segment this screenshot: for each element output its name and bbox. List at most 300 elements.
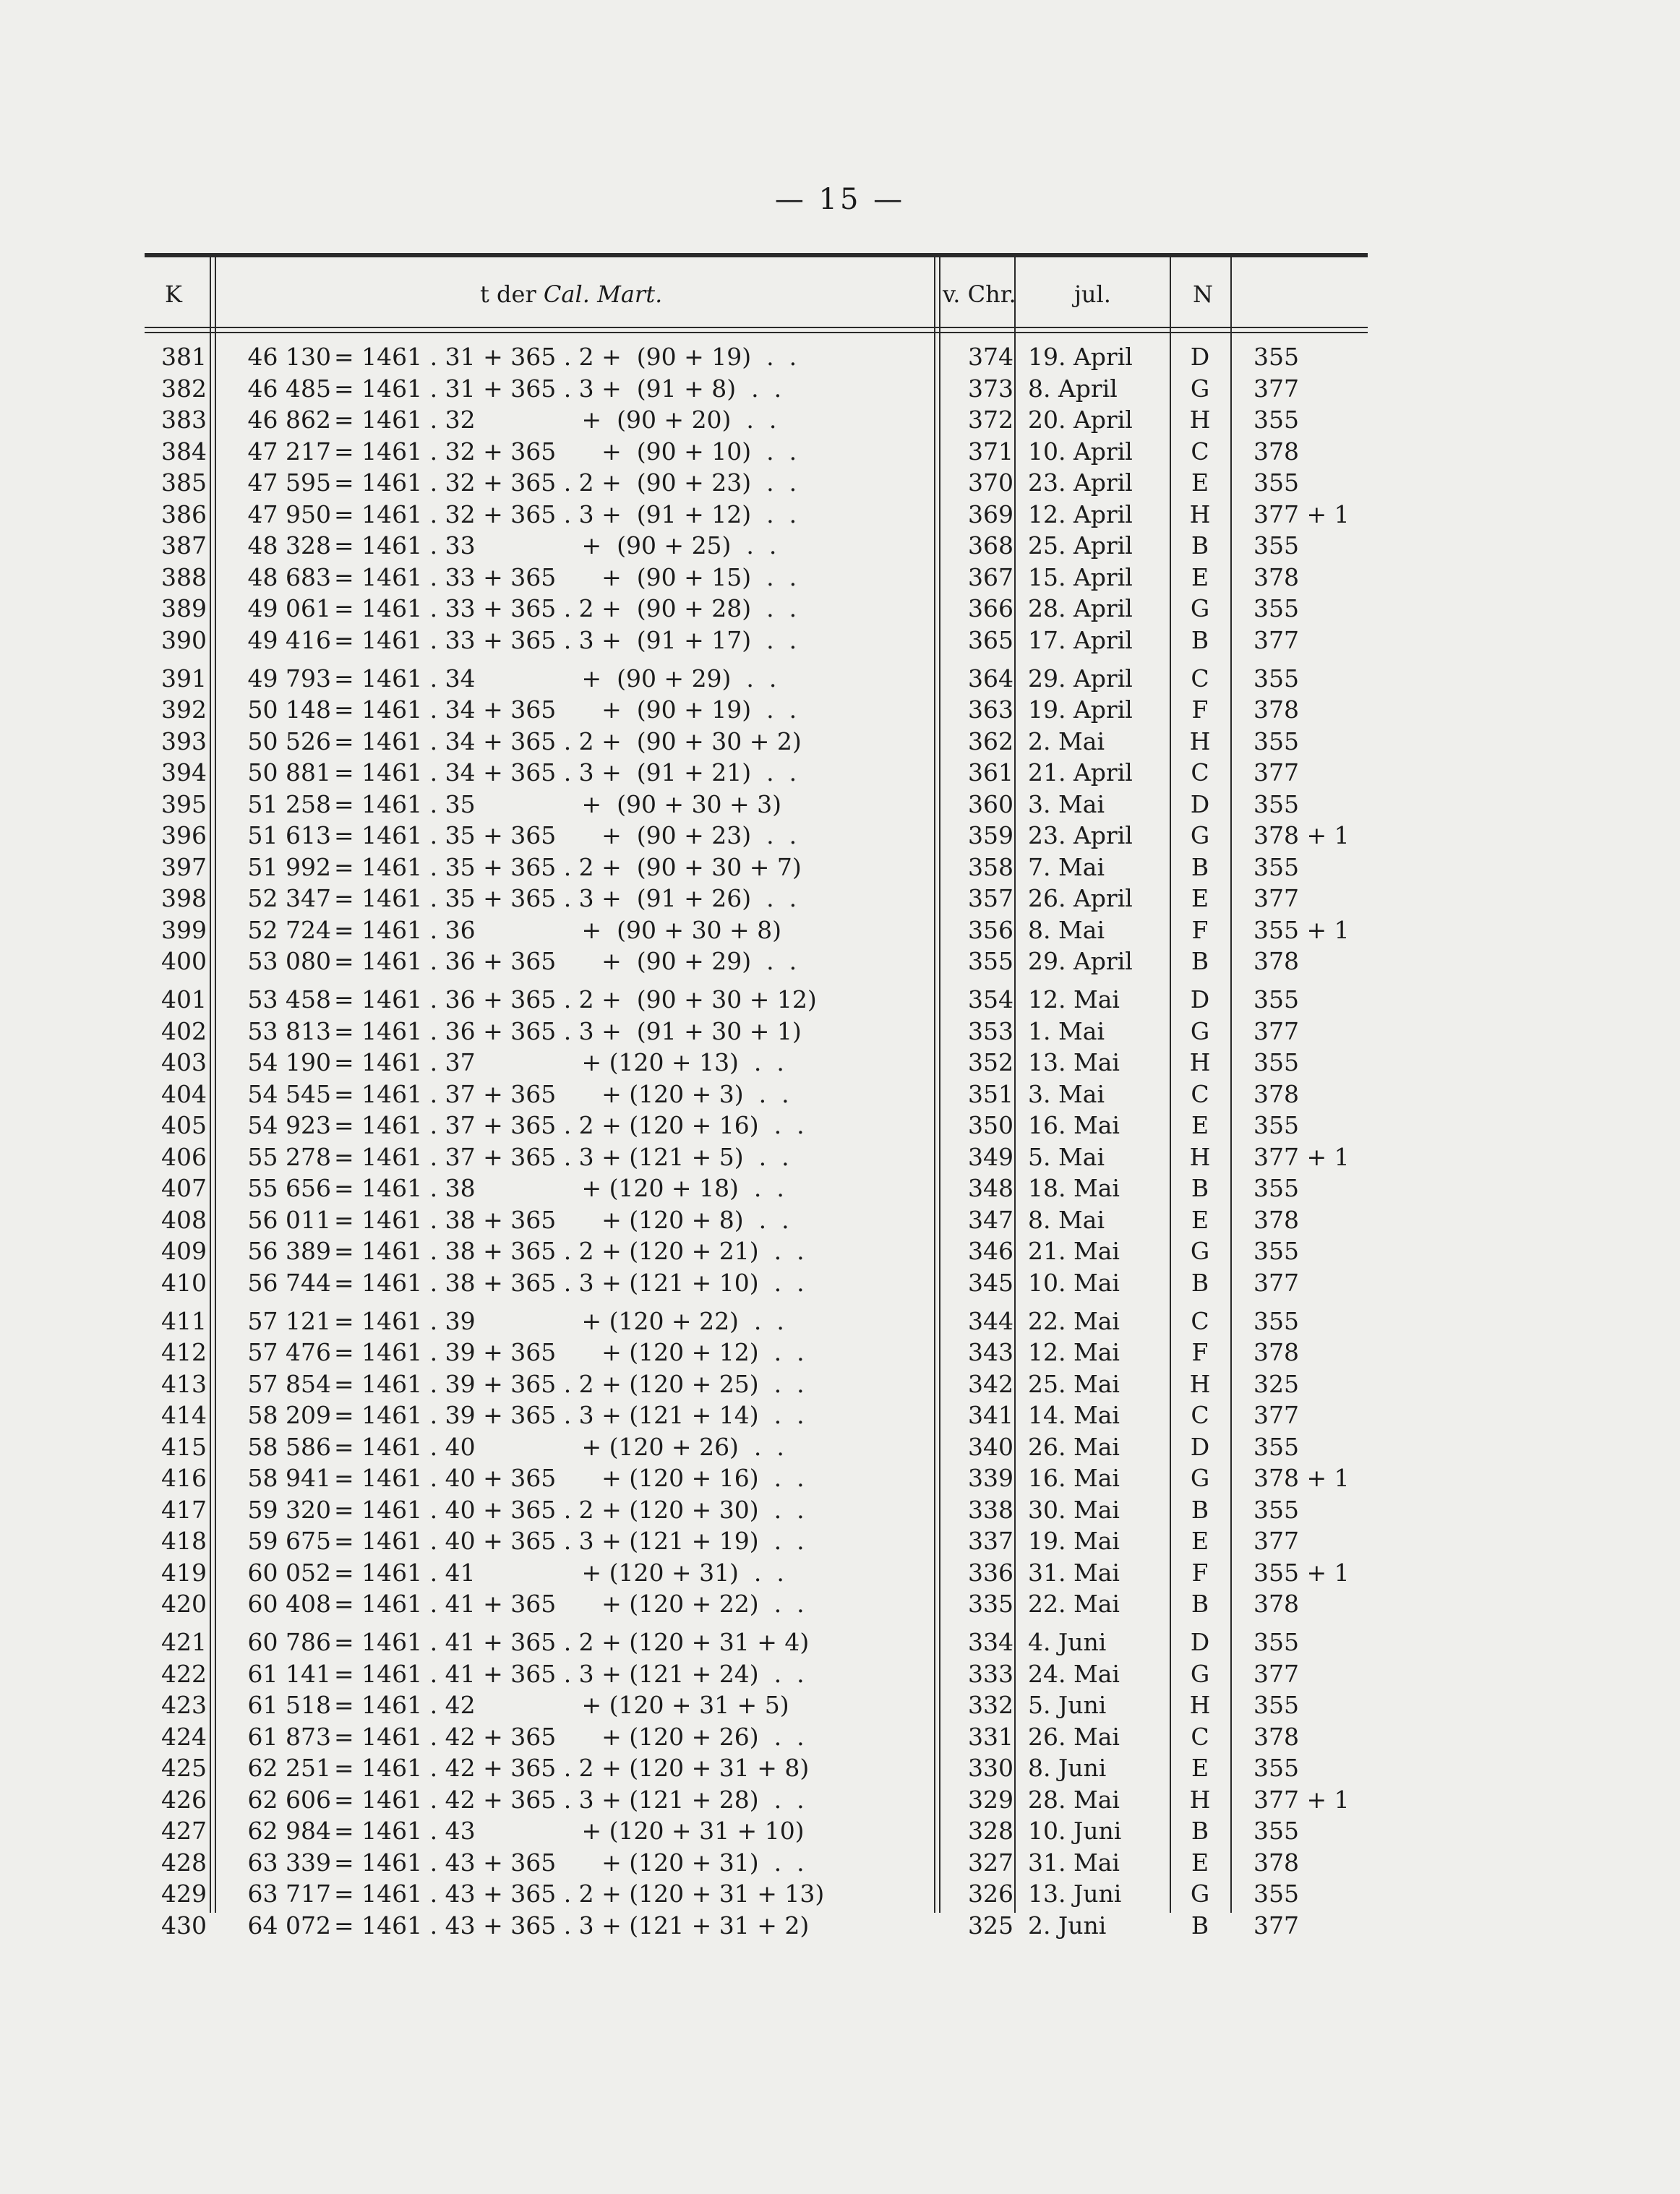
- row-n: E: [1191, 1111, 1209, 1140]
- row-n: C: [1191, 664, 1209, 693]
- row-n: G: [1190, 1237, 1210, 1266]
- row-number: 46 485: [247, 374, 331, 403]
- row-jul-date: 12. Mai: [1028, 1338, 1120, 1367]
- row-k: 408: [161, 1205, 207, 1234]
- row-formula: = 1461 . 34 + 365 + (90 + 19) . .: [334, 695, 797, 724]
- row-n: C: [1191, 1079, 1209, 1108]
- row-jul-date: 23. April: [1028, 468, 1133, 497]
- row-formula: = 1461 . 33 + (90 + 25) . .: [334, 531, 777, 560]
- table-row: [0, 1494, 1680, 1525]
- row-number: 56 389: [247, 1237, 331, 1266]
- row-n: E: [1191, 562, 1209, 591]
- table-row: [0, 946, 1680, 977]
- row-formula: = 1461 . 35 + 365 + (90 + 23) . .: [334, 821, 797, 850]
- row-jul-date: 26. Mai: [1028, 1432, 1120, 1461]
- row-formula: = 1461 . 40 + 365 . 2 + (120 + 30) . .: [334, 1495, 805, 1524]
- row-vchr: 340: [968, 1432, 1013, 1461]
- row-formula: = 1461 . 37 + 365 + (120 + 3) . .: [334, 1079, 789, 1108]
- row-k: 406: [161, 1142, 207, 1171]
- row-vchr: 329: [968, 1785, 1013, 1814]
- row-value: 377: [1253, 758, 1299, 787]
- row-number: 49 793: [247, 664, 331, 693]
- row-number: 46 130: [247, 343, 331, 371]
- row-value: 378: [1253, 562, 1299, 591]
- table-row: [0, 1627, 1680, 1658]
- table-row: [0, 1431, 1680, 1462]
- row-jul-date: 14. Mai: [1028, 1401, 1120, 1430]
- table-row: [0, 436, 1680, 467]
- row-jul-date: 10. April: [1028, 437, 1133, 466]
- row-value: 355: [1253, 1817, 1299, 1846]
- page-number: — 15 —: [774, 183, 906, 216]
- row-number: 51 992: [247, 852, 331, 881]
- row-jul-date: 24. Mai: [1028, 1659, 1120, 1688]
- row-n: D: [1190, 343, 1210, 371]
- header-jul: jul.: [1074, 280, 1111, 308]
- row-formula: = 1461 . 31 + 365 . 2 + (90 + 19) . .: [334, 343, 797, 371]
- row-vchr: 342: [968, 1369, 1013, 1398]
- row-formula: = 1461 . 34 + 365 . 3 + (91 + 21) . .: [334, 758, 797, 787]
- row-value: 355: [1253, 1880, 1299, 1908]
- row-k: 409: [161, 1237, 207, 1266]
- row-n: E: [1191, 884, 1209, 913]
- row-number: 48 683: [247, 562, 331, 591]
- row-jul-date: 18. Mai: [1028, 1174, 1120, 1203]
- header-rule: [145, 327, 1368, 328]
- row-value: 355: [1253, 1628, 1299, 1656]
- table-row: [0, 1306, 1680, 1337]
- table-row: [0, 1204, 1680, 1235]
- row-value: 355 + 1: [1253, 915, 1350, 944]
- row-formula: = 1461 . 34 + (90 + 29) . .: [334, 664, 777, 693]
- row-vchr: 347: [968, 1205, 1013, 1234]
- row-formula: = 1461 . 36 + 365 + (90 + 29) . .: [334, 947, 797, 976]
- row-jul-date: 22. Mai: [1028, 1306, 1120, 1335]
- row-vchr: 372: [968, 406, 1013, 434]
- row-vchr: 335: [968, 1590, 1013, 1619]
- row-k: 425: [161, 1754, 207, 1783]
- row-vchr: 361: [968, 758, 1013, 787]
- row-vchr: 349: [968, 1142, 1013, 1171]
- row-n: G: [1190, 1016, 1210, 1045]
- row-vchr: 328: [968, 1817, 1013, 1846]
- row-value: 355: [1253, 1495, 1299, 1524]
- row-k: 422: [161, 1659, 207, 1688]
- row-number: 57 121: [247, 1306, 331, 1335]
- row-value: 355: [1253, 468, 1299, 497]
- row-k: 429: [161, 1880, 207, 1908]
- row-value: 355: [1253, 1306, 1299, 1335]
- row-k: 407: [161, 1174, 207, 1203]
- row-k: 383: [161, 406, 207, 434]
- table-row: [0, 1752, 1680, 1783]
- table-row: [0, 1047, 1680, 1078]
- row-jul-date: 8. Mai: [1028, 1205, 1105, 1234]
- row-jul-date: 5. Juni: [1028, 1691, 1107, 1720]
- row-n: G: [1190, 374, 1210, 403]
- row-k: 418: [161, 1527, 207, 1556]
- row-vchr: 327: [968, 1848, 1013, 1877]
- row-jul-date: 12. April: [1028, 500, 1133, 528]
- row-formula: = 1461 . 34 + 365 . 2 + (90 + 30 + 2): [334, 727, 802, 755]
- table-row: [0, 1141, 1680, 1173]
- row-value: 355: [1253, 531, 1299, 560]
- row-formula: = 1461 . 43 + 365 . 2 + (120 + 31 + 13): [334, 1880, 825, 1908]
- row-vchr: 352: [968, 1048, 1013, 1077]
- row-value: 355: [1253, 406, 1299, 434]
- row-number: 51 258: [247, 789, 331, 818]
- row-number: 47 595: [247, 468, 331, 497]
- row-formula: = 1461 . 43 + 365 + (120 + 31) . .: [334, 1848, 805, 1877]
- table-row: [0, 1110, 1680, 1141]
- row-vchr: 339: [968, 1464, 1013, 1493]
- row-number: 50 881: [247, 758, 331, 787]
- row-number: 53 080: [247, 947, 331, 976]
- row-vchr: 351: [968, 1079, 1013, 1108]
- row-value: 378: [1253, 1848, 1299, 1877]
- row-value: 377: [1253, 1016, 1299, 1045]
- row-vchr: 356: [968, 915, 1013, 944]
- row-jul-date: 19. April: [1028, 343, 1133, 371]
- table-row: [0, 694, 1680, 725]
- row-n: B: [1191, 1911, 1209, 1940]
- row-number: 62 984: [247, 1817, 331, 1846]
- header-t-prefix: t der: [480, 280, 536, 308]
- row-vchr: 368: [968, 531, 1013, 560]
- row-formula: = 1461 . 37 + 365 . 2 + (120 + 16) . .: [334, 1111, 805, 1140]
- row-jul-date: 21. April: [1028, 758, 1133, 787]
- row-value: 378: [1253, 1590, 1299, 1619]
- row-number: 47 950: [247, 500, 331, 528]
- row-formula: = 1461 . 41 + (120 + 31) . .: [334, 1558, 784, 1587]
- table-row: [0, 562, 1680, 593]
- row-formula: = 1461 . 41 + 365 . 3 + (121 + 24) . .: [334, 1659, 805, 1688]
- row-value: 378: [1253, 695, 1299, 724]
- row-n: H: [1189, 406, 1211, 434]
- row-value: 377: [1253, 1401, 1299, 1430]
- row-number: 57 854: [247, 1369, 331, 1398]
- row-vchr: 365: [968, 625, 1013, 654]
- row-k: 393: [161, 727, 207, 755]
- row-k: 388: [161, 562, 207, 591]
- table-row: [0, 1462, 1680, 1494]
- row-vchr: 334: [968, 1628, 1013, 1656]
- row-vchr: 341: [968, 1401, 1013, 1430]
- table-row: [0, 530, 1680, 561]
- row-number: 57 476: [247, 1338, 331, 1367]
- row-number: 58 586: [247, 1432, 331, 1461]
- row-number: 49 061: [247, 594, 331, 623]
- row-vchr: 350: [968, 1111, 1013, 1140]
- row-jul-date: 23. April: [1028, 821, 1133, 850]
- row-jul-date: 31. Mai: [1028, 1848, 1120, 1877]
- row-jul-date: 29. April: [1028, 664, 1133, 693]
- table-row: [0, 1368, 1680, 1400]
- row-formula: = 1461 . 32 + (90 + 20) . .: [334, 406, 777, 434]
- table-row: [0, 1658, 1680, 1689]
- row-n: C: [1191, 758, 1209, 787]
- row-value: 378: [1253, 1205, 1299, 1234]
- header-vchr: v. Chr.: [943, 280, 1016, 308]
- table-row: [0, 1016, 1680, 1047]
- row-n: B: [1191, 1495, 1209, 1524]
- row-jul-date: 16. Mai: [1028, 1111, 1120, 1140]
- row-jul-date: 15. April: [1028, 562, 1133, 591]
- row-jul-date: 21. Mai: [1028, 1237, 1120, 1266]
- row-formula: = 1461 . 37 + 365 . 3 + (121 + 5) . .: [334, 1142, 789, 1171]
- row-k: 390: [161, 625, 207, 654]
- row-n: D: [1190, 789, 1210, 818]
- row-n: B: [1191, 852, 1209, 881]
- row-number: 53 458: [247, 985, 331, 1014]
- row-formula: = 1461 . 32 + 365 + (90 + 10) . .: [334, 437, 797, 466]
- row-number: 52 724: [247, 915, 331, 944]
- row-vchr: 373: [968, 374, 1013, 403]
- row-k: 424: [161, 1722, 207, 1751]
- row-k: 423: [161, 1691, 207, 1720]
- row-number: 61 873: [247, 1722, 331, 1751]
- row-number: 63 717: [247, 1880, 331, 1908]
- row-jul-date: 2. Juni: [1028, 1911, 1107, 1940]
- row-value: 355: [1253, 852, 1299, 881]
- row-number: 50 526: [247, 727, 331, 755]
- row-k: 397: [161, 852, 207, 881]
- row-vchr: 348: [968, 1174, 1013, 1203]
- row-jul-date: 1. Mai: [1028, 1016, 1105, 1045]
- row-number: 62 606: [247, 1785, 331, 1814]
- row-jul-date: 3. Mai: [1028, 789, 1105, 818]
- row-k: 381: [161, 343, 207, 371]
- row-k: 419: [161, 1558, 207, 1587]
- row-vchr: 338: [968, 1495, 1013, 1524]
- row-value: 377: [1253, 1268, 1299, 1297]
- row-jul-date: 28. Mai: [1028, 1785, 1120, 1814]
- row-value: 355 + 1: [1253, 1558, 1350, 1587]
- row-n: E: [1191, 1205, 1209, 1234]
- row-n: F: [1191, 1558, 1209, 1587]
- row-n: H: [1189, 727, 1211, 755]
- row-k: 426: [161, 1785, 207, 1814]
- row-vchr: 363: [968, 695, 1013, 724]
- row-n: G: [1190, 1464, 1210, 1493]
- table-row: [0, 404, 1680, 435]
- row-vchr: 370: [968, 468, 1013, 497]
- row-vchr: 346: [968, 1237, 1013, 1266]
- row-number: 50 148: [247, 695, 331, 724]
- row-number: 58 209: [247, 1401, 331, 1430]
- row-jul-date: 31. Mai: [1028, 1558, 1120, 1587]
- row-number: 52 347: [247, 884, 331, 913]
- row-value: 377: [1253, 1659, 1299, 1688]
- row-number: 55 656: [247, 1174, 331, 1203]
- header-k: K: [165, 280, 182, 308]
- table-row: [0, 1588, 1680, 1619]
- top-rule: [145, 253, 1368, 257]
- row-formula: = 1461 . 43 + (120 + 31 + 10): [334, 1817, 805, 1846]
- row-n: G: [1190, 1659, 1210, 1688]
- row-k: 404: [161, 1079, 207, 1108]
- row-n: E: [1191, 1527, 1209, 1556]
- row-formula: = 1461 . 35 + 365 . 2 + (90 + 30 + 7): [334, 852, 802, 881]
- row-n: G: [1190, 821, 1210, 850]
- row-k: 421: [161, 1628, 207, 1656]
- table-row: [0, 1721, 1680, 1752]
- row-formula: = 1461 . 38 + 365 . 3 + (121 + 10) . .: [334, 1268, 805, 1297]
- row-jul-date: 8. Mai: [1028, 915, 1105, 944]
- row-k: 410: [161, 1268, 207, 1297]
- row-vchr: 353: [968, 1016, 1013, 1045]
- row-jul-date: 3. Mai: [1028, 1079, 1105, 1108]
- table-row: [0, 1235, 1680, 1267]
- row-number: 59 675: [247, 1527, 331, 1556]
- row-k: 398: [161, 884, 207, 913]
- row-value: 355: [1253, 1174, 1299, 1203]
- row-jul-date: 12. Mai: [1028, 985, 1120, 1014]
- row-n: G: [1190, 1880, 1210, 1908]
- row-k: 392: [161, 695, 207, 724]
- table-row: [0, 373, 1680, 404]
- table-row: [0, 1689, 1680, 1721]
- row-vchr: 366: [968, 594, 1013, 623]
- row-formula: = 1461 . 32 + 365 . 2 + (90 + 23) . .: [334, 468, 797, 497]
- row-formula: = 1461 . 39 + 365 + (120 + 12) . .: [334, 1338, 805, 1367]
- row-jul-date: 4. Juni: [1028, 1628, 1107, 1656]
- table-row: [0, 625, 1680, 656]
- row-k: 394: [161, 758, 207, 787]
- row-jul-date: 22. Mai: [1028, 1590, 1120, 1619]
- row-formula: = 1461 . 42 + 365 . 3 + (121 + 28) . .: [334, 1785, 805, 1814]
- row-value: 355: [1253, 789, 1299, 818]
- row-k: 427: [161, 1817, 207, 1846]
- row-vchr: 336: [968, 1558, 1013, 1587]
- row-jul-date: 25. Mai: [1028, 1369, 1120, 1398]
- row-value: 355: [1253, 1432, 1299, 1461]
- row-number: 61 141: [247, 1659, 331, 1688]
- row-jul-date: 19. Mai: [1028, 1527, 1120, 1556]
- row-jul-date: 30. Mai: [1028, 1495, 1120, 1524]
- row-formula: = 1461 . 40 + 365 . 3 + (121 + 19) . .: [334, 1527, 805, 1556]
- row-number: 48 328: [247, 531, 331, 560]
- row-k: 403: [161, 1048, 207, 1077]
- row-n: D: [1190, 1628, 1210, 1656]
- row-jul-date: 16. Mai: [1028, 1464, 1120, 1493]
- row-formula: = 1461 . 42 + (120 + 31 + 5): [334, 1691, 789, 1720]
- row-n: H: [1189, 500, 1211, 528]
- row-number: 46 862: [247, 406, 331, 434]
- row-number: 59 320: [247, 1495, 331, 1524]
- row-n: H: [1189, 1369, 1211, 1398]
- table-row: [0, 1525, 1680, 1556]
- row-n: G: [1190, 594, 1210, 623]
- row-number: 60 052: [247, 1558, 331, 1587]
- row-n: B: [1191, 1817, 1209, 1846]
- row-k: 387: [161, 531, 207, 560]
- row-jul-date: 19. April: [1028, 695, 1133, 724]
- row-formula: = 1461 . 35 + (90 + 30 + 3): [334, 789, 782, 818]
- row-value: 325: [1253, 1369, 1299, 1398]
- row-jul-date: 2. Mai: [1028, 727, 1105, 755]
- row-k: 402: [161, 1016, 207, 1045]
- row-value: 355: [1253, 1048, 1299, 1077]
- row-jul-date: 13. Mai: [1028, 1048, 1120, 1077]
- row-value: 378 + 1: [1253, 1464, 1350, 1493]
- table-row: [0, 1173, 1680, 1204]
- row-n: H: [1189, 1048, 1211, 1077]
- row-value: 377: [1253, 625, 1299, 654]
- table-row: [0, 1079, 1680, 1110]
- header-t-italic: Cal. Mart.: [543, 280, 663, 308]
- row-vchr: 326: [968, 1880, 1013, 1908]
- table-row: [0, 757, 1680, 788]
- row-number: 54 923: [247, 1111, 331, 1140]
- row-n: D: [1190, 1432, 1210, 1461]
- row-value: 377: [1253, 374, 1299, 403]
- row-k: 396: [161, 821, 207, 850]
- table-row: [0, 341, 1680, 372]
- table-row: [0, 1878, 1680, 1909]
- row-vchr: 371: [968, 437, 1013, 466]
- row-jul-date: 5. Mai: [1028, 1142, 1105, 1171]
- row-number: 58 941: [247, 1464, 331, 1493]
- table-row: [0, 1337, 1680, 1368]
- row-vchr: 374: [968, 343, 1013, 371]
- row-formula: = 1461 . 35 + 365 . 3 + (91 + 26) . .: [334, 884, 797, 913]
- row-jul-date: 10. Mai: [1028, 1268, 1120, 1297]
- row-number: 64 072: [247, 1911, 331, 1940]
- row-value: 355: [1253, 1111, 1299, 1140]
- row-k: 405: [161, 1111, 207, 1140]
- row-n: B: [1191, 625, 1209, 654]
- row-value: 378: [1253, 1079, 1299, 1108]
- row-n: B: [1191, 1174, 1209, 1203]
- row-jul-date: 8. Juni: [1028, 1754, 1107, 1783]
- row-jul-date: 25. April: [1028, 531, 1133, 560]
- row-formula: = 1461 . 36 + (90 + 30 + 8): [334, 915, 782, 944]
- row-value: 355: [1253, 594, 1299, 623]
- row-formula: = 1461 . 36 + 365 . 3 + (91 + 30 + 1): [334, 1016, 802, 1045]
- header-t: [480, 280, 662, 308]
- row-value: 378: [1253, 1722, 1299, 1751]
- table-row: [0, 726, 1680, 757]
- row-value: 378: [1253, 437, 1299, 466]
- row-k: 382: [161, 374, 207, 403]
- row-formula: = 1461 . 41 + 365 + (120 + 22) . .: [334, 1590, 805, 1619]
- row-k: 413: [161, 1369, 207, 1398]
- row-k: 420: [161, 1590, 207, 1619]
- row-formula: = 1461 . 40 + 365 + (120 + 16) . .: [334, 1464, 805, 1493]
- row-k: 428: [161, 1848, 207, 1877]
- row-k: 400: [161, 947, 207, 976]
- row-vchr: 332: [968, 1691, 1013, 1720]
- row-vchr: 367: [968, 562, 1013, 591]
- table-row: [0, 1557, 1680, 1588]
- table-row: [0, 852, 1680, 883]
- row-jul-date: 29. April: [1028, 947, 1133, 976]
- row-n: H: [1189, 1691, 1211, 1720]
- row-k: 415: [161, 1432, 207, 1461]
- row-value: 355: [1253, 727, 1299, 755]
- row-formula: = 1461 . 31 + 365 . 3 + (91 + 8) . .: [334, 374, 782, 403]
- row-formula: = 1461 . 33 + 365 + (90 + 15) . .: [334, 562, 797, 591]
- table-row: [0, 499, 1680, 530]
- row-formula: = 1461 . 38 + 365 + (120 + 8) . .: [334, 1205, 789, 1234]
- row-n: B: [1191, 531, 1209, 560]
- row-formula: = 1461 . 41 + 365 . 2 + (120 + 31 + 4): [334, 1628, 810, 1656]
- row-n: C: [1191, 1401, 1209, 1430]
- row-n: C: [1191, 1722, 1209, 1751]
- row-vchr: 358: [968, 852, 1013, 881]
- row-value: 355: [1253, 1237, 1299, 1266]
